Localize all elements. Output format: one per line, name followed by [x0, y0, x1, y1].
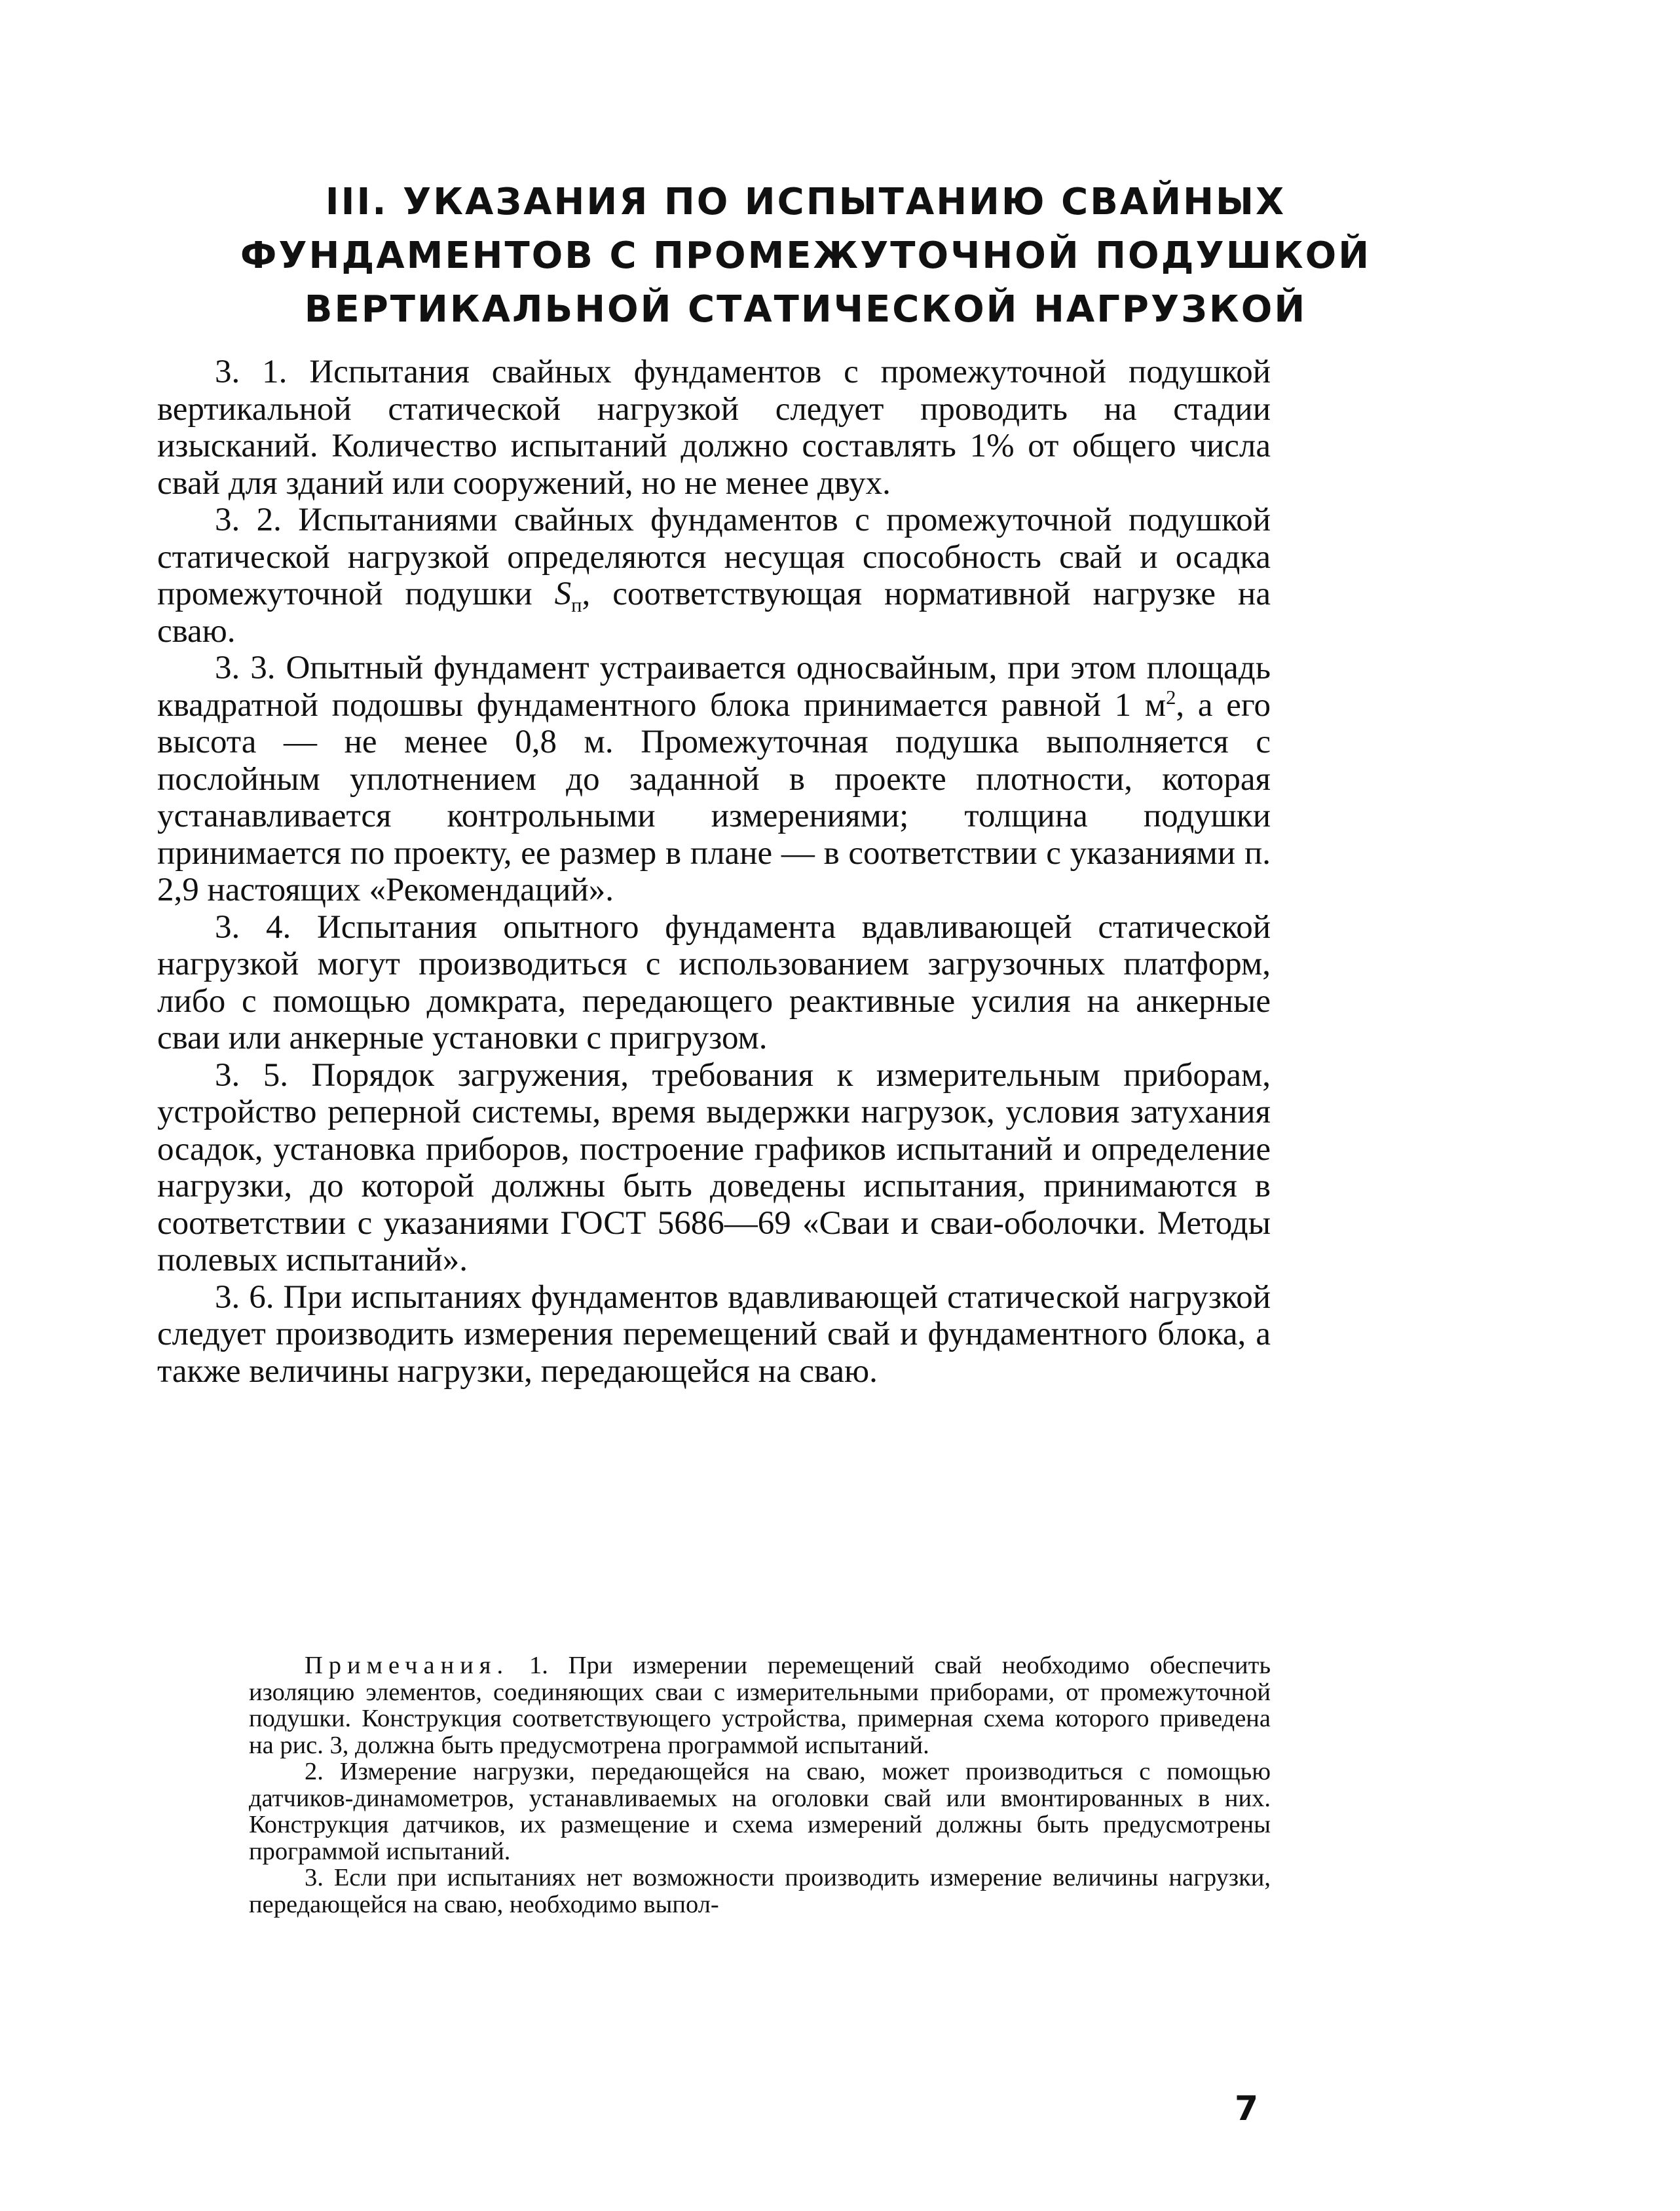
area-superscript: 2 — [1166, 686, 1176, 709]
note-2: 2. Измерение нагрузки, передающейся на сваю, может производиться с помощью датчиков-динамометров, устанавливаемых на оголовки свай или вмонтированных в них. Конструкция датчиков, их размещение и схема измерений должны быть предусмотрены программой испытаний. — [249, 1758, 1271, 1865]
paragraph-3-1: 3. 1. Испытания свайных фундаментов с промежуточной подушкой вертикальной статической нагрузкой следует проводить на стадии изысканий. Количество испытаний должно составлять 1% от общего числа свай для зданий или сооружений, но не менее двух. — [157, 354, 1271, 502]
title-line-2: ФУНДАМЕНТОВ С ПРОМЕЖУТОЧНОЙ ПОДУШКОЙ — [240, 234, 1372, 277]
paragraph-3-6: 3. 6. При испытаниях фундаментов вдавливающей статической нагрузкой следует производить измерения перемещений свай и фундаментного блока, а также величины нагрузки, передающейся на сваю. — [157, 1278, 1271, 1390]
paragraph-3-4: 3. 4. Испытания опытного фундамента вдавливающей статической нагрузкой могут производиться с использованием загрузочных платформ, либо с помощью домкрата, передающего реактивные усилия на анкерные сваи или анкерные установки с пригрузом. — [157, 908, 1271, 1056]
title-line-3: ВЕРТИКАЛЬНОЙ СТАТИЧЕСКОЙ НАГРУЗКОЙ — [304, 288, 1307, 331]
paragraph-3-3: 3. 3. Опытный фундамент устраивается односвайным, при этом площадь квадратной подошвы фундаментного блока принимается равной 1 $м^2$, а его высота — не менее 0,8 м. Промежуточная подушка выполняется с послойным уплотнением до заданной в проекте плотности, которая устанавливается контрольными измерениями; толщина подушки принимается по проекту, ее размер в плане — в соответствии с указаниями п. 2,9 настоящих «Рекомендаций». — [157, 650, 1271, 908]
note-3: 3. Если при испытаниях нет возможности производить измерение величины нагрузки, передающейся на сваю, необходимо выпол- — [249, 1864, 1271, 1918]
settlement-subscript: п — [571, 594, 582, 617]
page-number: 7 — [1235, 2089, 1259, 2128]
title-line-1: III. УКАЗАНИЯ ПО ИСПЫТАНИЮ СВАЙНЫХ — [325, 181, 1286, 223]
note-1: Примечания. 1. При измерении перемещений свай необходимо обеспечить изоляцию элементов, соединяющих сваи с измерительными приборами, от промежуточной подушки. Конструкция соответствующего устройства, примерная схема которого приведена на рис. 3, должна быть предусмотрена программой испытаний. — [249, 1652, 1271, 1759]
body-text — [157, 354, 1271, 1390]
section-title — [157, 176, 1454, 337]
paragraph-3-2: 3. 2. Испытаниями свайных фундаментов с промежуточной подушкой статической нагрузкой определяются несущая способность свай и осадка промежуточной подушки $S_п$, соответствующая нормативной нагрузке на сваю. — [157, 502, 1271, 650]
settlement-symbol: S — [554, 576, 572, 612]
notes-block — [249, 1652, 1271, 1918]
paragraph-3-5: 3. 5. Порядок загружения, требования к измерительным приборам, устройство реперной системы, время выдержки нагрузок, условия затухания осадок, установка приборов, построение графиков испытаний и определение нагрузки, до которой должны быть доведены испытания, принимаются в соответствии с указаниями ГОСТ 5686—69 «Сваи и сваи-оболочки. Методы полевых испытаний». — [157, 1056, 1271, 1278]
notes-heading: Примечания. — [305, 1652, 510, 1679]
